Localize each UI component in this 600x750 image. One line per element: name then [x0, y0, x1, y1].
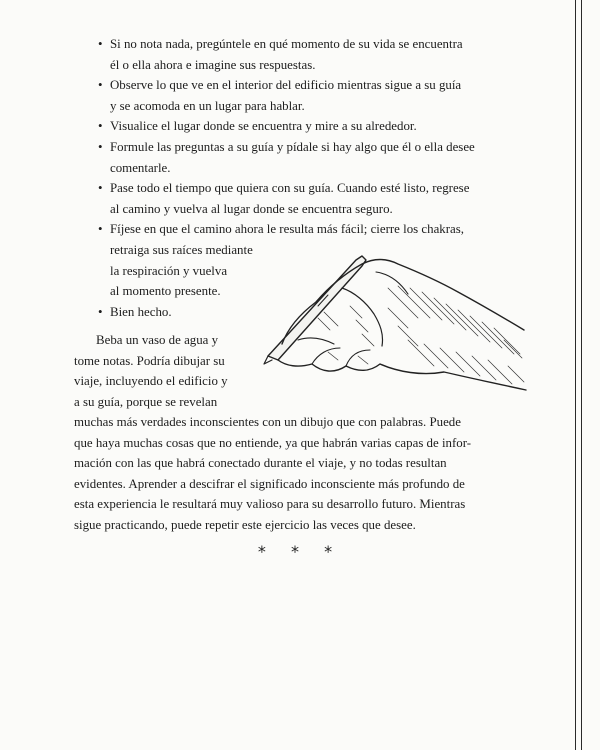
list-item	[98, 116, 538, 137]
bullet-dot: •	[98, 222, 103, 237]
bullet-dot: •	[98, 181, 103, 196]
page-edge-line	[581, 0, 582, 750]
paragraph-line: evidentes. Aprender a descifrar el significado inconsciente más profundo de	[74, 476, 465, 491]
list-item-line: retraiga sus raíces mediante	[110, 242, 253, 257]
section-separator: * * *	[257, 542, 343, 561]
bullet-dot: •	[98, 304, 103, 319]
list-item-line: Fíjese en que el camino ahora le resulta más fácil; cierre los chakras,	[110, 222, 464, 237]
paragraph-line: a su guía, porque se revelan	[74, 394, 218, 409]
list-item-line: Visualice el lugar donde se encuentra y mire a su alrededor.	[110, 119, 417, 134]
list-item	[98, 178, 538, 219]
page-edge-line	[575, 0, 576, 750]
list-item-line: comentarle.	[110, 160, 171, 175]
list-item-line: al momento presente.	[110, 284, 221, 299]
paragraph-bottom	[74, 412, 524, 536]
list-item-line: él o ella ahora e imagine sus respuestas.	[110, 57, 316, 72]
paragraph-line: sigue practicando, puede repetir este ejercicio las veces que desee.	[74, 517, 416, 532]
bullet-dot: •	[98, 139, 103, 154]
list-item-line: Bien hecho.	[110, 304, 172, 319]
list-item	[98, 34, 538, 75]
paragraph-line: mación con las que habrá conectado durante el viaje, y no todas resultan	[74, 456, 447, 471]
paragraph-line: viaje, incluyendo el edificio y	[74, 374, 228, 389]
paragraph-line: que haya muchas cosas que no entiende, ya que habrán varias capas de infor-	[74, 435, 472, 450]
paragraph-top	[74, 330, 524, 412]
list-item	[98, 75, 538, 116]
list-item	[98, 137, 538, 178]
bullet-dot: •	[98, 37, 103, 51]
bullet-dot: •	[98, 119, 103, 134]
list-item-line: Observe lo que ve en el interior del edificio mientras sigue a su guía	[110, 78, 462, 93]
paragraph-line: tome notas. Podría dibujar su	[74, 353, 225, 368]
paragraph-line: esta experiencia le resultará muy valioso para su desarrollo futuro. Mientras	[74, 497, 466, 512]
list-item-line: Pase todo el tiempo que quiera con su guía. Cuando esté listo, regrese	[110, 181, 470, 196]
list-item-line: la respiración y vuelva	[110, 263, 228, 278]
list-item-line: al camino y vuelva al lugar donde se encuentra seguro.	[110, 201, 393, 216]
list-item-line: Formule las preguntas a su guía y pídale si hay algo que él o ella desee	[110, 139, 475, 154]
list-item-line: y se acomoda en un lugar para hablar.	[110, 98, 305, 113]
paragraph-line: Beba un vaso de agua y	[96, 333, 219, 347]
bullet-dot: •	[98, 78, 103, 93]
paragraph-line: muchas más verdades inconscientes con un dibujo que con palabras. Puede	[74, 415, 461, 429]
list-item-line: Si no nota nada, pregúntele en qué momento de su vida se encuentra	[110, 37, 463, 51]
